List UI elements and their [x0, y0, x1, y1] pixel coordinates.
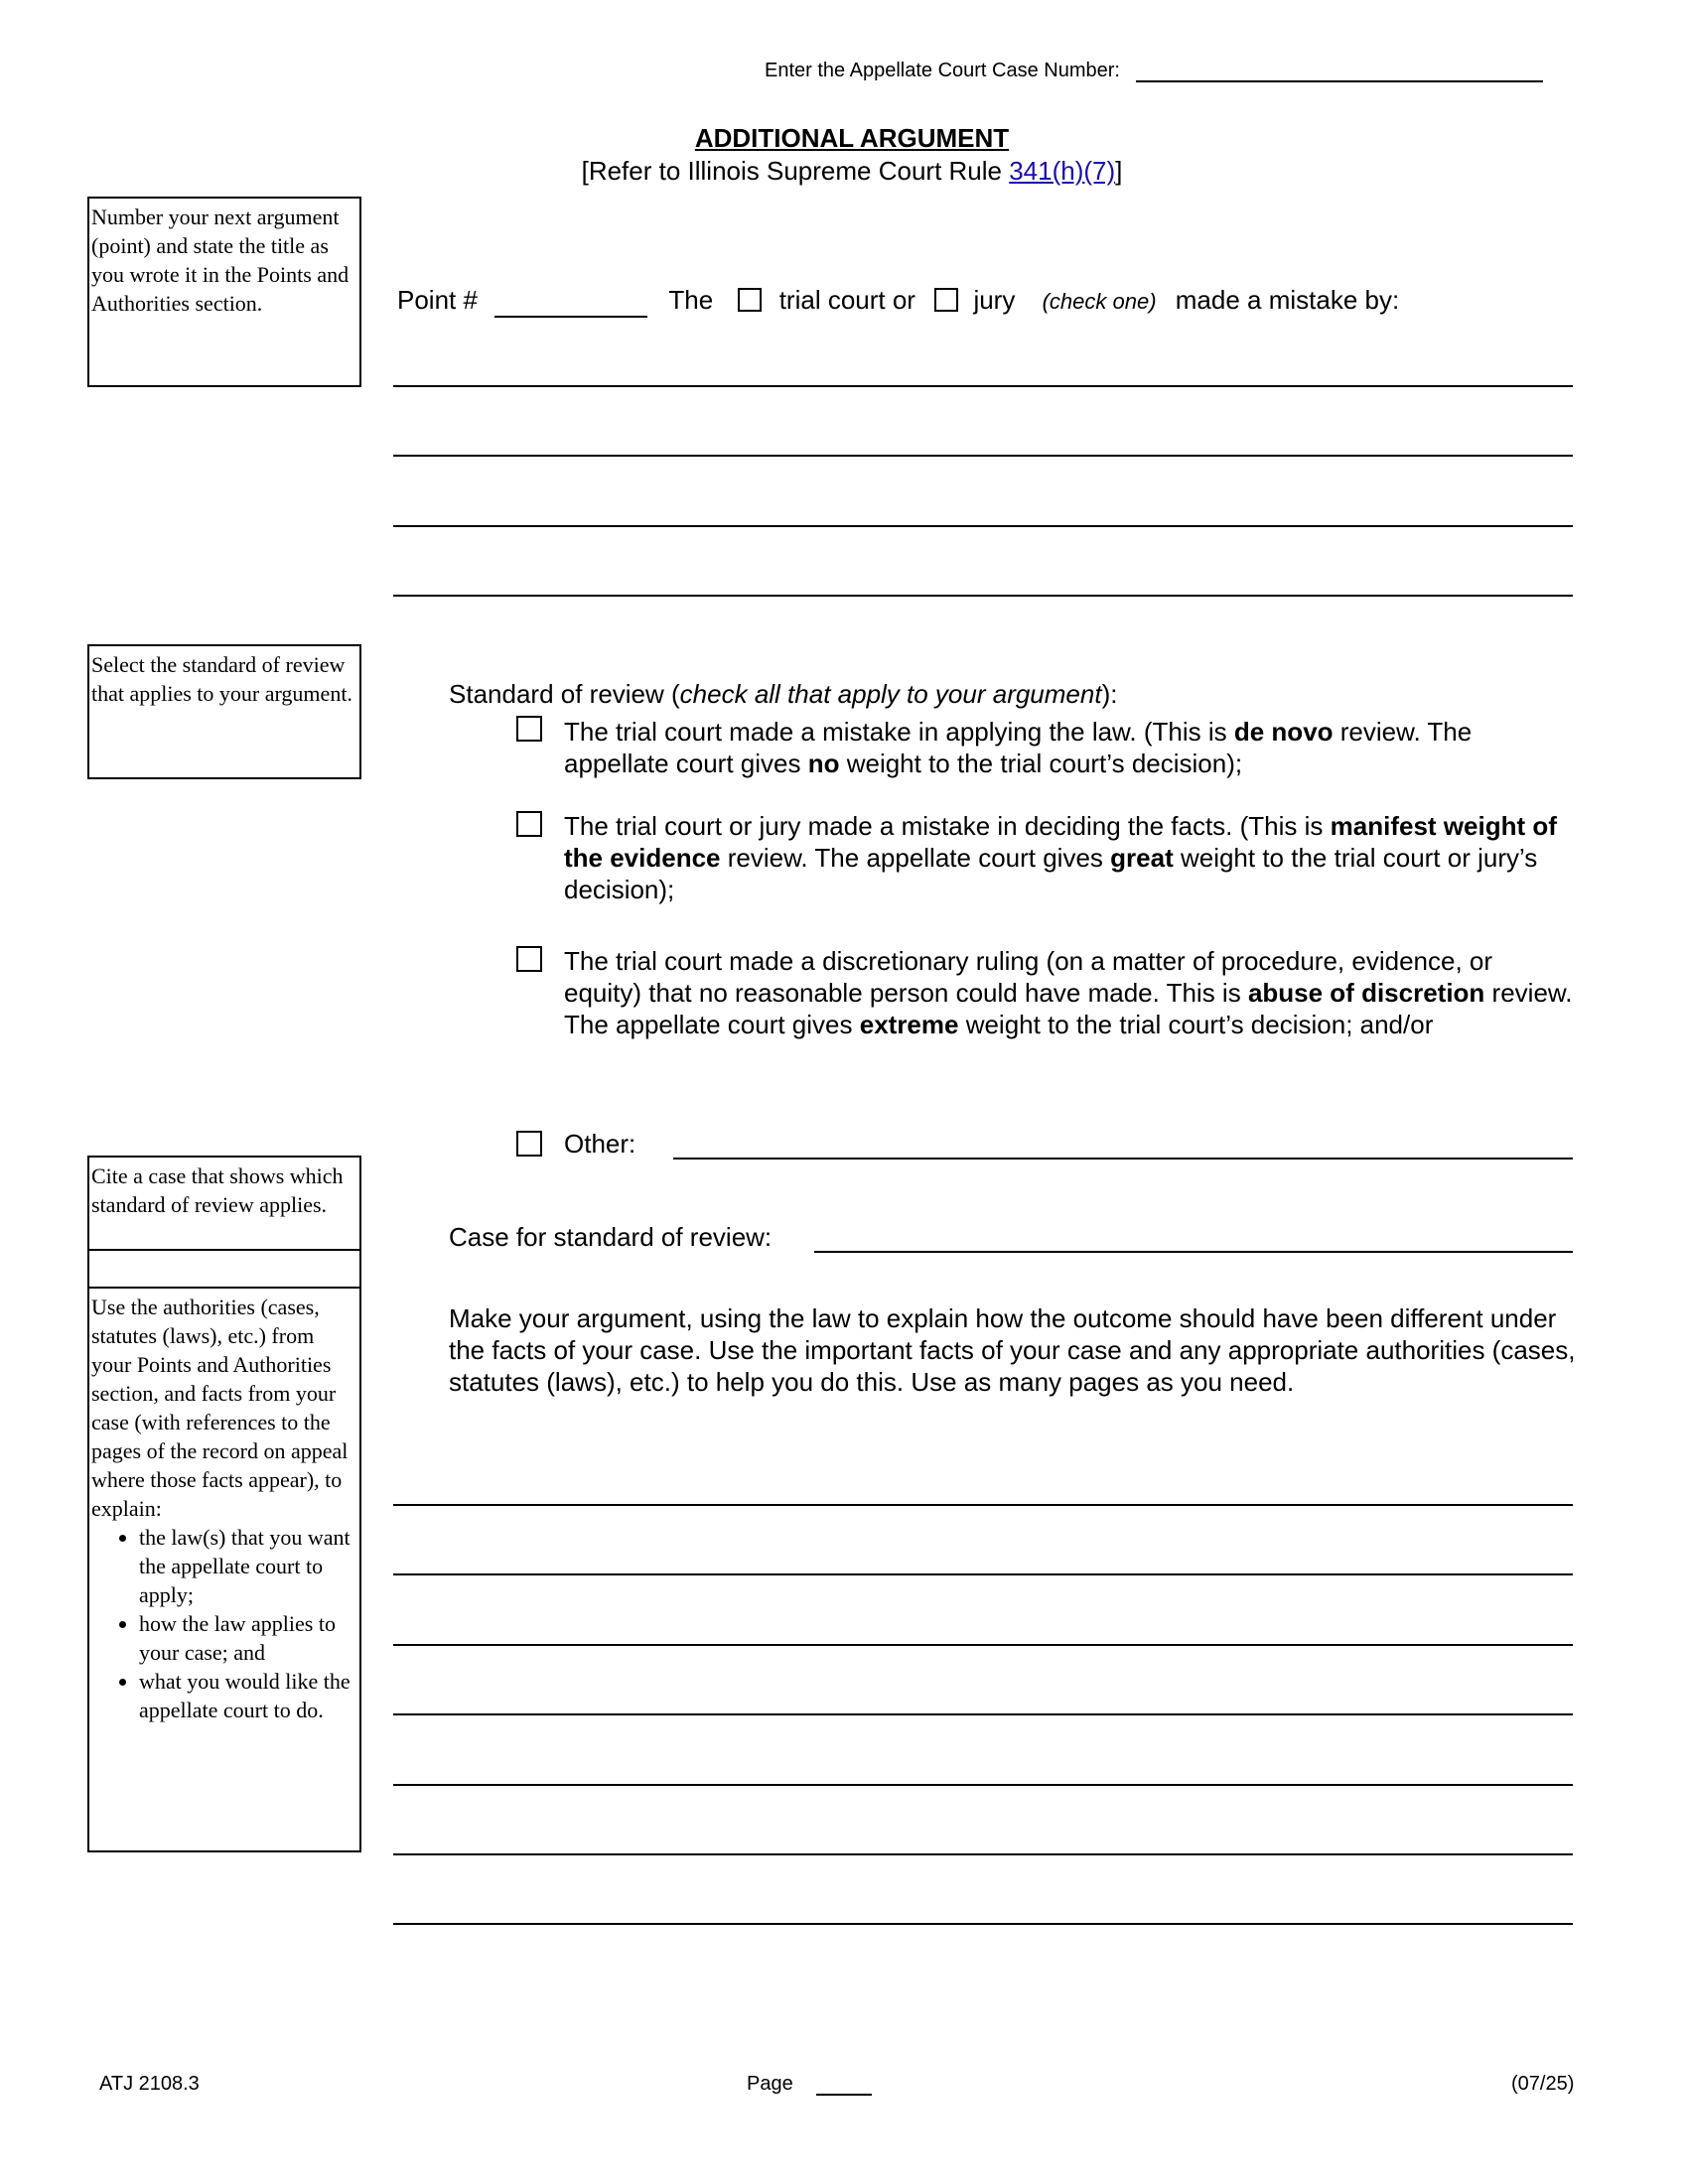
jury-checkbox[interactable]	[934, 288, 958, 312]
argument-line-7[interactable]	[393, 1923, 1573, 1925]
point-the: The	[668, 285, 714, 315]
trial-court-checkbox[interactable]	[738, 288, 762, 312]
other-field[interactable]	[673, 1158, 1573, 1160]
point-number-field[interactable]	[494, 292, 647, 318]
case-number-label: Enter the Appellate Court Case Number:	[765, 60, 1120, 81]
page-subtitle	[0, 156, 1688, 187]
opt2-text-d: great	[1110, 843, 1174, 873]
standard-option-abuse-of-discretion	[564, 945, 1577, 1040]
opt2-text-a: The trial court or jury made a mistake in deciding the facts. (This is	[564, 811, 1331, 841]
opt2-text-b: manifest weight of the evidence	[564, 811, 1557, 873]
opt1-text-b: de novo	[1233, 717, 1334, 747]
sidebar-box-point: Number your next argument (point) and state the title as you wrote it in the Points and Authorities section.	[87, 197, 361, 387]
trial-court-label: trial court or	[778, 285, 915, 315]
subtitle-suffix: ]	[1115, 156, 1123, 186]
rule-link[interactable]: 341(h)(7)	[1009, 156, 1116, 186]
point-title-line-3[interactable]	[393, 525, 1573, 527]
standard-intro-end: ):	[1101, 679, 1118, 709]
abuse-of-discretion-checkbox[interactable]	[516, 946, 542, 972]
opt2-text-c: review. The appellate court gives	[720, 843, 1111, 873]
list-item: • the law(s) that you want the appellate court to apply;	[139, 1523, 353, 1609]
opt3-text-b: abuse of discretion	[1247, 978, 1485, 1008]
argument-instructions: Make your argument, using the law to explain how the outcome should have been different under the facts of your case. Use the important facts of your case and any appropriate authorities (cases, statutes (laws), etc.) to help you do this. Use as many pages as you need.	[449, 1303, 1576, 1397]
opt3-text-a: The trial court made a discretionary ruling (on a matter of procedure, evidence, or equity) that no reasonable person could have made. This is	[564, 946, 1493, 1008]
case-for-standard-field[interactable]	[814, 1251, 1573, 1253]
case-number-header	[765, 60, 1543, 82]
sidebar-box-cite-case: Cite a case that shows which standard of review applies.	[87, 1156, 361, 1251]
page-label: Page	[747, 2073, 793, 2095]
argument-line-6[interactable]	[393, 1853, 1573, 1855]
standard-intro-text: Standard of review (	[449, 679, 680, 709]
argument-line-1[interactable]	[393, 1504, 1573, 1506]
page-number-field[interactable]	[816, 2074, 872, 2096]
opt2-text-e: weight to the trial court or jury’s decision);	[564, 843, 1538, 904]
page-title: ADDITIONAL ARGUMENT	[694, 123, 1010, 153]
case-number-field[interactable]	[1136, 61, 1543, 82]
sidebar-box-argument	[87, 1289, 361, 1852]
page-number	[747, 2073, 872, 2096]
point-title-line-4[interactable]	[393, 595, 1573, 597]
argument-line-4[interactable]	[393, 1713, 1573, 1715]
point-title-line-1[interactable]	[393, 385, 1573, 387]
standard-intro	[449, 678, 1117, 710]
point-row	[397, 284, 1399, 318]
case-for-standard-label: Case for standard of review:	[449, 1222, 773, 1252]
other-checkbox[interactable]	[516, 1131, 542, 1157]
list-item: • how the law applies to your case; and	[139, 1609, 353, 1667]
jury-label: jury	[973, 285, 1016, 315]
argument-line-2[interactable]	[393, 1573, 1573, 1575]
point-suffix: made a mistake by:	[1175, 285, 1400, 315]
argument-line-3[interactable]	[393, 1644, 1573, 1646]
sidebar-box-spacer	[87, 1249, 361, 1289]
opt1-text-a: The trial court made a mistake in applying the law. (This is	[564, 717, 1234, 747]
opt3-text-c: review. The appellate court gives	[564, 978, 1573, 1039]
form-version: (07/25)	[1511, 2073, 1575, 2095]
point-title-line-2[interactable]	[393, 455, 1573, 457]
check-one-note: (check one)	[1042, 289, 1157, 314]
sidebar-box-standard: Select the standard of review that applies to your argument.	[87, 644, 361, 779]
argument-line-5[interactable]	[393, 1784, 1573, 1786]
opt3-text-d: extreme	[859, 1010, 959, 1039]
form-id: ATJ 2108.3	[99, 2073, 200, 2095]
list-item: • what you would like the appellate court to do.	[139, 1667, 353, 1724]
standard-option-manifest-weight	[564, 810, 1577, 905]
subtitle-prefix: [Refer to Illinois Supreme Court Rule	[581, 156, 1010, 186]
standard-intro-italic: check all that apply to your argument	[679, 679, 1102, 709]
opt1-text-e: weight to the trial court’s decision);	[839, 749, 1243, 778]
sidebar-argument-list	[91, 1523, 353, 1724]
manifest-weight-checkbox[interactable]	[516, 811, 542, 837]
opt1-text-c: review. The appellate court gives	[564, 717, 1473, 778]
standard-option-de-novo	[564, 716, 1577, 779]
opt3-text-e: weight to the trial court’s decision; and/or	[958, 1010, 1434, 1039]
de-novo-checkbox[interactable]	[516, 716, 542, 742]
other-label: Other:	[564, 1129, 636, 1159]
opt1-text-d: no	[807, 749, 840, 778]
sidebar-argument-intro: Use the authorities (cases, statutes (laws), etc.) from your Points and Authorities section, and facts from your case (with references to the pages of the record on appeal where those facts appear), to explain:	[91, 1295, 349, 1521]
point-label: Point #	[397, 285, 478, 315]
